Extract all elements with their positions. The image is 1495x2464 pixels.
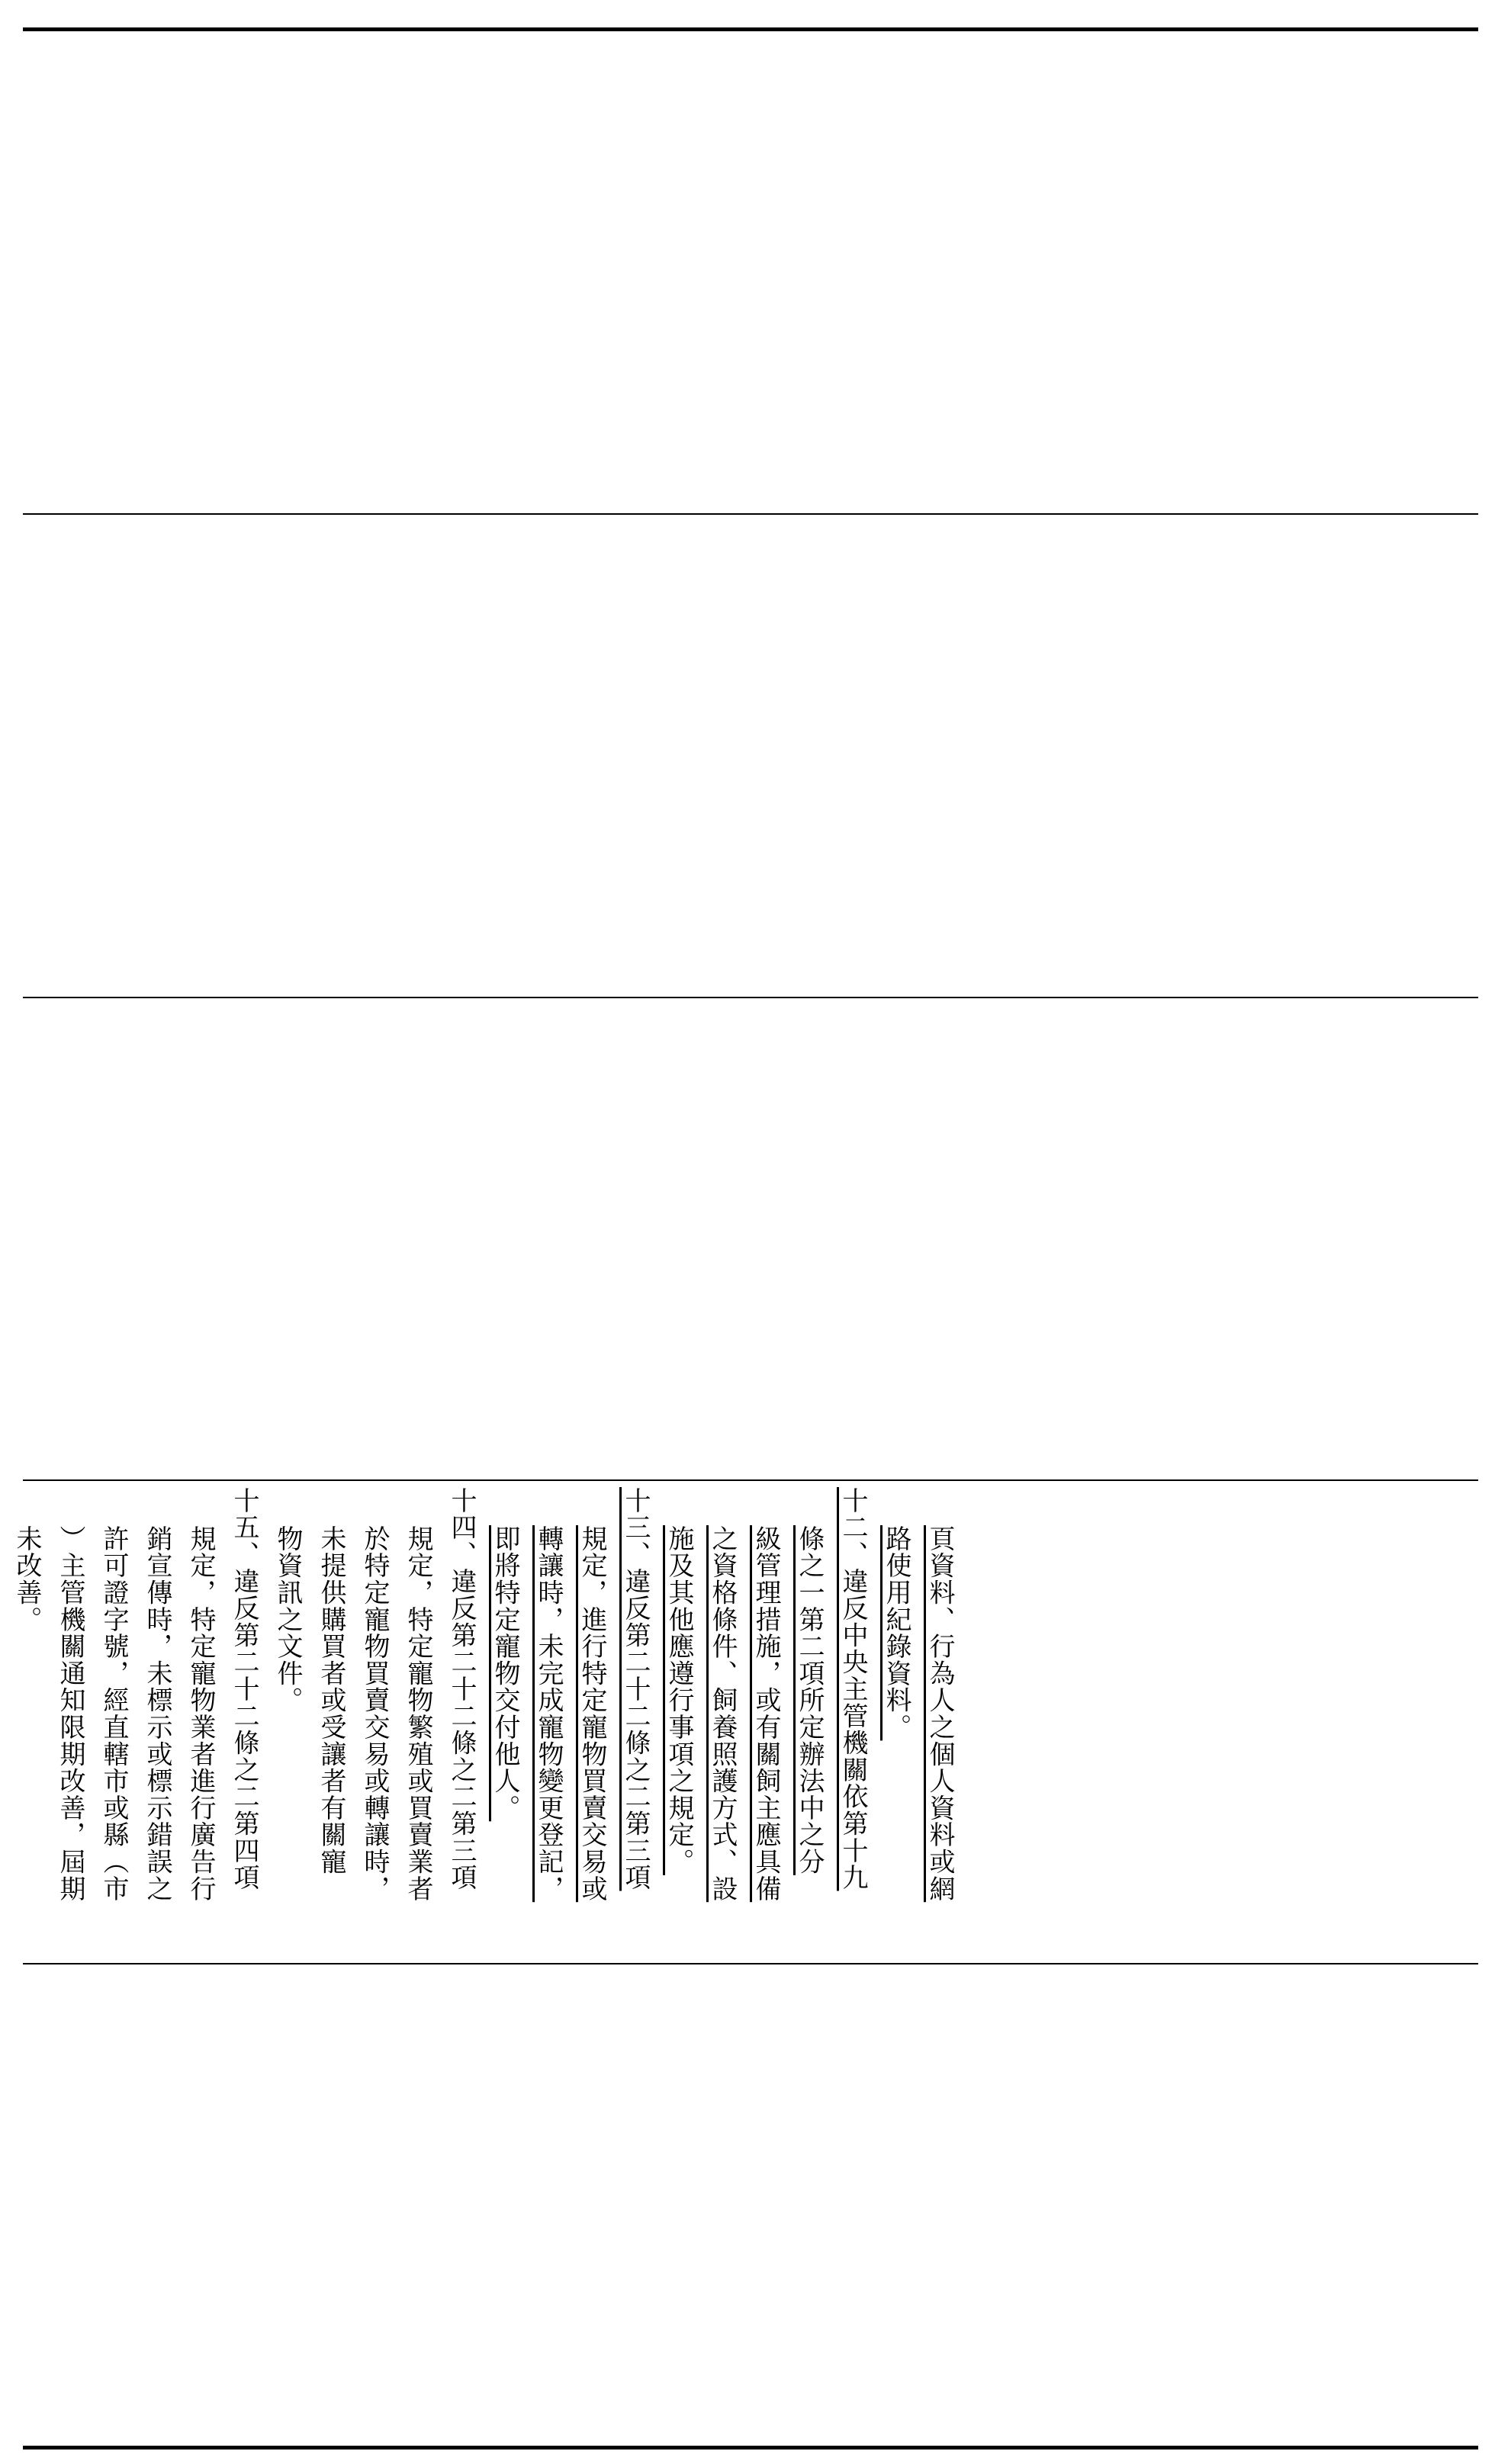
text-line: 十三、違反第二十二條之二第三項: [620, 1487, 651, 1891]
text-line: 十二、違反中央主管機關依第十九: [838, 1487, 868, 1891]
text-line: 施及其他應遵行事項之規定。: [664, 1525, 694, 1875]
text-line: 規定，進行特定寵物買賣交易或: [577, 1525, 607, 1903]
text-line: 十五、違反第二十二條之二第四項: [229, 1487, 259, 1891]
text-line: 之資格條件、飼養照護方式、設: [707, 1525, 738, 1903]
text-line: 規定，特定寵物業者進行廣告行: [185, 1525, 216, 1903]
text-line: 規定，特定寵物繁殖或買賣業者: [403, 1525, 433, 1903]
text-line: 於特定寵物買賣交易或轉讓時，: [359, 1525, 390, 1903]
text-line: 十四、違反第二十二條之二第三項: [446, 1487, 477, 1891]
text-line: [0, 1487, 5, 1960]
vertical-text-block: [11, 1487, 961, 1960]
row-divider-1: [23, 513, 1478, 515]
text-line: 轉讓時，未完成寵物變更登記，: [533, 1525, 564, 1903]
text-line: 物資訊之文件。: [272, 1525, 303, 1714]
legal-text-column: [11, 1487, 955, 1964]
text-line: 路使用紀錄資料。: [881, 1525, 911, 1741]
text-line: 未提供購買者或受讓者有關寵: [316, 1525, 346, 1875]
text-line: 銷宣傳時，未標示或標示錯誤之: [142, 1525, 172, 1903]
bottom-rule: [23, 2446, 1478, 2450]
row-divider-3: [23, 1479, 1478, 1481]
top-rule: [23, 27, 1478, 31]
row-divider-2: [23, 997, 1478, 998]
text-line: 頁資料、行為人之個人資料或網: [924, 1525, 955, 1903]
text-line: 條之一第二項所定辦法中之分: [794, 1525, 825, 1875]
text-line: 許可證字號，經直轄市或縣（市: [98, 1525, 129, 1903]
text-line: 即將特定寵物交付他人。: [490, 1525, 520, 1822]
text-line: 未改善。: [11, 1525, 42, 1634]
text-line: 級管理措施，或有關飼主應具備: [751, 1525, 781, 1903]
text-line: ）主管機關通知限期改善，屆期: [55, 1525, 85, 1903]
